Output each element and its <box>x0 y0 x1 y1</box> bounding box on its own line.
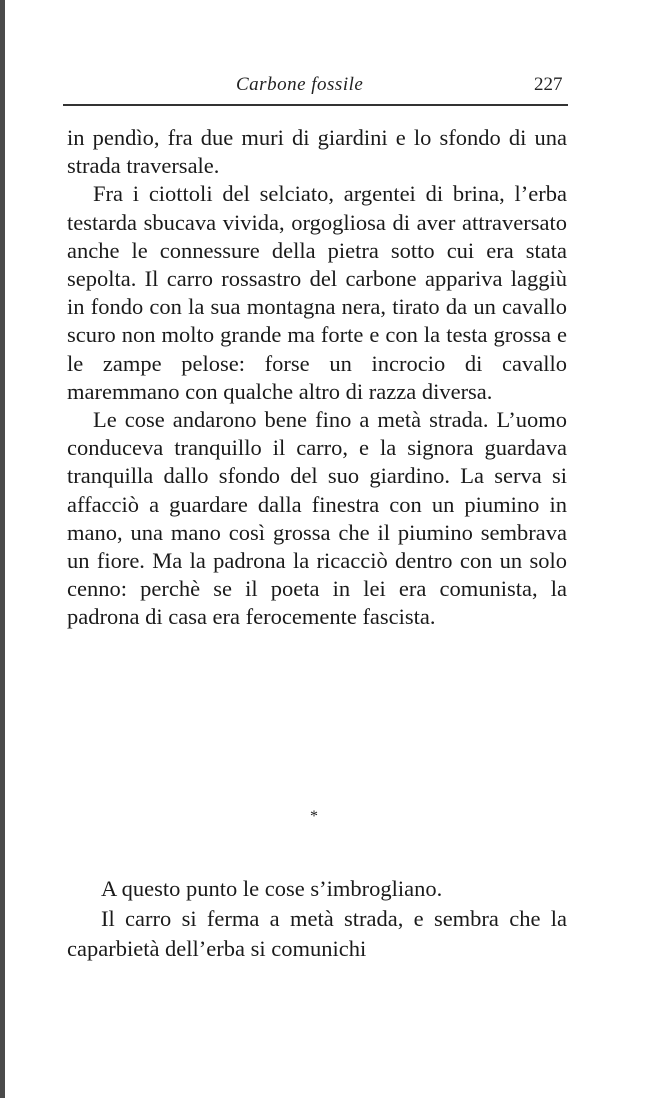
section-break-ornament: * <box>310 808 318 825</box>
page-number: 227 <box>534 74 563 95</box>
header-rule <box>63 104 568 106</box>
paragraph-continuation: in pendìo, fra due muri di giardini e lo sfondo di una strada traversale. <box>67 125 567 179</box>
second-text-block <box>67 874 567 964</box>
paragraph: Fra i ciottoli del selciato, argentei di brina, l’erba testarda sbucava vivida, orgogliosa di aver attraversato anche le connessure della pietra sotto cui era stata sepolta. Il carro rossastro del carbone appariva laggiù in fondo con la sua montagna nera, tirato da un cavallo scuro non molto grande ma forte e con la testa grossa e le zampe pelose: forse un incrocio di cavallo maremmano con qualche altro di razza diversa. <box>67 181 567 404</box>
main-text-block <box>67 124 567 632</box>
paragraph: Il carro si ferma a metà strada, e sembra che la caparbietà dell’erba si comunichi <box>67 906 567 961</box>
paragraph: Le cose andarono bene fino a metà strada. L’uomo conduceva tranquillo il carro, e la signora guardava tranquilla dallo sfondo del suo giardino. La serva si affacciò a guardare dalla finestra con un piumino in mano, una mano così grossa che il piumino sembrava un fiore. Ma la padrona la ricacciò dentro con un solo cenno: perchè se il poeta in lei era comunista, la padrona di casa era ferocemente fascista. <box>67 407 567 630</box>
running-title: Carbone fossile <box>236 74 364 95</box>
paragraph: A questo punto le cose s’imbrogliano. <box>101 876 443 901</box>
